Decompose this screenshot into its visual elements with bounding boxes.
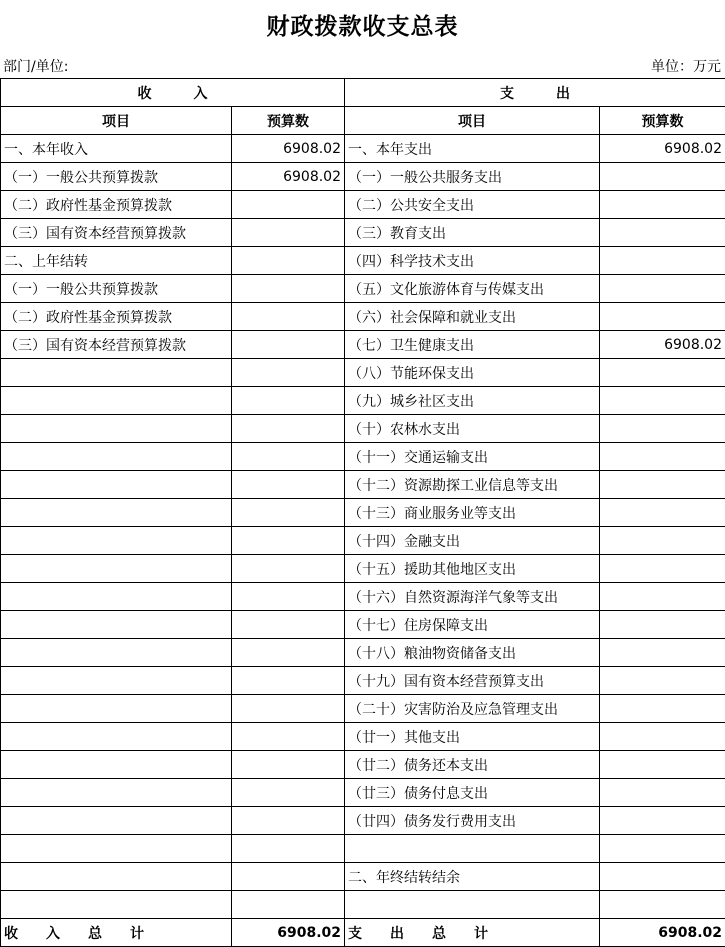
expense-budget-cell: 6908.02 — [600, 331, 725, 359]
income-item-cell — [1, 415, 232, 443]
income-budget-cell — [232, 807, 345, 835]
income-item-cell — [1, 779, 232, 807]
income-budget-cell — [232, 695, 345, 723]
expense-item-cell: （十一）交通运输支出 — [345, 443, 600, 471]
table-row — [1, 863, 725, 891]
expense-budget-cell — [600, 471, 725, 499]
income-budget-header: 预算数 — [232, 107, 345, 135]
expense-item-cell: （廿三）债务付息支出 — [345, 779, 600, 807]
expense-item-cell: （三）教育支出 — [345, 219, 600, 247]
expense-budget-cell — [600, 219, 725, 247]
income-budget-cell — [232, 667, 345, 695]
income-budget-cell — [232, 639, 345, 667]
income-item-cell: （三）国有资本经营预算拨款 — [1, 219, 232, 247]
expense-item-cell: （七）卫生健康支出 — [345, 331, 600, 359]
income-item-cell — [1, 695, 232, 723]
table-row — [1, 891, 725, 919]
table-row — [1, 835, 725, 863]
expense-budget-cell — [600, 415, 725, 443]
income-budget-cell — [232, 471, 345, 499]
expense-item-cell — [345, 891, 600, 919]
expense-item-cell: （十四）金融支出 — [345, 527, 600, 555]
income-budget-cell — [232, 863, 345, 891]
income-item-cell — [1, 667, 232, 695]
table-row — [1, 303, 725, 331]
expense-budget-cell — [600, 667, 725, 695]
section-header-row — [1, 79, 725, 107]
income-item-cell: 二、上年结转 — [1, 247, 232, 275]
page-title: 财政拨款收支总表 — [266, 13, 459, 40]
expense-item-cell — [345, 835, 600, 863]
expense-item-cell: （十八）粮油物资储备支出 — [345, 639, 600, 667]
expense-budget-cell — [600, 443, 725, 471]
income-item-header: 项目 — [1, 107, 232, 135]
income-budget-cell — [232, 779, 345, 807]
expense-item-cell: （十）农林水支出 — [345, 415, 600, 443]
income-item-cell — [1, 723, 232, 751]
expense-item-cell: 一、本年支出 — [345, 135, 600, 163]
income-item-cell — [1, 583, 232, 611]
expense-budget-cell — [600, 191, 725, 219]
expense-total-value: 6908.02 — [600, 919, 725, 947]
income-item-cell — [1, 891, 232, 919]
income-item-cell: （二）政府性基金预算拨款 — [1, 303, 232, 331]
table-row — [1, 527, 725, 555]
expense-budget-cell — [600, 695, 725, 723]
income-budget-cell — [232, 275, 345, 303]
income-total-label: 收 入 总 计 — [1, 919, 232, 947]
table-row — [1, 135, 725, 163]
expense-item-cell: （一）一般公共服务支出 — [345, 163, 600, 191]
expense-item-cell: （十二）资源勘探工业信息等支出 — [345, 471, 600, 499]
income-budget-cell — [232, 219, 345, 247]
expense-budget-cell — [600, 807, 725, 835]
expense-budget-cell — [600, 863, 725, 891]
expense-item-cell: （廿一）其他支出 — [345, 723, 600, 751]
expense-item-cell: （廿四）债务发行费用支出 — [345, 807, 600, 835]
table-row — [1, 275, 725, 303]
expense-budget-cell — [600, 303, 725, 331]
expense-budget-cell — [600, 527, 725, 555]
table-row — [1, 163, 725, 191]
expense-item-cell: （六）社会保障和就业支出 — [345, 303, 600, 331]
income-section-header: 收 入 — [1, 79, 345, 107]
income-budget-cell — [232, 331, 345, 359]
expense-item-cell: （十九）国有资本经营预算支出 — [345, 667, 600, 695]
expense-budget-cell — [600, 835, 725, 863]
income-budget-cell — [232, 499, 345, 527]
income-budget-cell — [232, 303, 345, 331]
income-item-cell — [1, 555, 232, 583]
income-item-cell — [1, 387, 232, 415]
expense-item-cell: （二）公共安全支出 — [345, 191, 600, 219]
table-row — [1, 415, 725, 443]
expense-item-cell: （四）科学技术支出 — [345, 247, 600, 275]
expense-budget-cell — [600, 163, 725, 191]
income-total-value: 6908.02 — [232, 919, 345, 947]
expense-budget-cell — [600, 639, 725, 667]
expense-item-cell: （九）城乡社区支出 — [345, 387, 600, 415]
income-budget-cell — [232, 191, 345, 219]
expense-item-cell: （廿二）债务还本支出 — [345, 751, 600, 779]
income-budget-cell — [232, 247, 345, 275]
income-item-cell: 一、本年收入 — [1, 135, 232, 163]
expense-item-cell: （十三）商业服务业等支出 — [345, 499, 600, 527]
income-item-cell — [1, 611, 232, 639]
unit-label: 单位：万元 — [651, 59, 721, 75]
expense-budget-cell — [600, 583, 725, 611]
expense-budget-cell — [600, 891, 725, 919]
expense-budget-cell — [600, 779, 725, 807]
table-row — [1, 723, 725, 751]
table-row — [1, 779, 725, 807]
income-item-cell — [1, 443, 232, 471]
income-item-cell: （一）一般公共预算拨款 — [1, 275, 232, 303]
expense-total-label: 支 出 总 计 — [345, 919, 600, 947]
table-row — [1, 611, 725, 639]
column-header-row — [1, 107, 725, 135]
table-row — [1, 247, 725, 275]
table-row — [1, 583, 725, 611]
expense-item-header: 项目 — [345, 107, 600, 135]
table-row — [1, 639, 725, 667]
income-budget-cell — [232, 387, 345, 415]
expense-item-cell: （十六）自然资源海洋气象等支出 — [345, 583, 600, 611]
total-row — [1, 919, 725, 947]
table-row — [1, 443, 725, 471]
income-item-cell — [1, 527, 232, 555]
table-row — [1, 331, 725, 359]
expense-budget-cell — [600, 499, 725, 527]
budget-table — [0, 78, 725, 947]
income-item-cell — [1, 835, 232, 863]
income-budget-cell — [232, 555, 345, 583]
table-row — [1, 499, 725, 527]
expense-section-header: 支 出 — [345, 79, 725, 107]
income-budget-cell — [232, 891, 345, 919]
expense-item-cell: 二、年终结转结余 — [345, 863, 600, 891]
income-budget-cell — [232, 443, 345, 471]
income-item-cell — [1, 751, 232, 779]
table-row — [1, 191, 725, 219]
department-label: 部门/单位: — [3, 59, 69, 75]
expense-item-cell: （十五）援助其他地区支出 — [345, 555, 600, 583]
expense-budget-header: 预算数 — [600, 107, 725, 135]
income-item-cell — [1, 359, 232, 387]
table-row — [1, 471, 725, 499]
expense-budget-cell — [600, 751, 725, 779]
income-budget-cell — [232, 415, 345, 443]
expense-item-cell: （十七）住房保障支出 — [345, 611, 600, 639]
table-row — [1, 751, 725, 779]
income-budget-cell — [232, 359, 345, 387]
expense-budget-cell — [600, 275, 725, 303]
expense-item-cell: （二十）灾害防治及应急管理支出 — [345, 695, 600, 723]
expense-budget-cell — [600, 247, 725, 275]
income-item-cell — [1, 499, 232, 527]
expense-budget-cell — [600, 359, 725, 387]
table-row — [1, 807, 725, 835]
expense-budget-cell — [600, 611, 725, 639]
income-budget-cell — [232, 751, 345, 779]
income-budget-cell — [232, 527, 345, 555]
expense-budget-cell: 6908.02 — [600, 135, 725, 163]
table-row — [1, 219, 725, 247]
expense-budget-cell — [600, 555, 725, 583]
income-item-cell: （二）政府性基金预算拨款 — [1, 191, 232, 219]
income-item-cell: （三）国有资本经营预算拨款 — [1, 331, 232, 359]
income-budget-cell — [232, 583, 345, 611]
table-row — [1, 387, 725, 415]
income-item-cell: （一）一般公共预算拨款 — [1, 163, 232, 191]
table-row — [1, 667, 725, 695]
income-budget-cell — [232, 723, 345, 751]
income-item-cell — [1, 639, 232, 667]
income-item-cell — [1, 471, 232, 499]
income-item-cell — [1, 807, 232, 835]
table-row — [1, 555, 725, 583]
expense-item-cell: （五）文化旅游体育与传媒支出 — [345, 275, 600, 303]
income-budget-cell — [232, 611, 345, 639]
income-item-cell — [1, 863, 232, 891]
expense-item-cell: （八）节能环保支出 — [345, 359, 600, 387]
income-budget-cell: 6908.02 — [232, 163, 345, 191]
table-row — [1, 695, 725, 723]
income-budget-cell — [232, 835, 345, 863]
expense-budget-cell — [600, 387, 725, 415]
expense-budget-cell — [600, 723, 725, 751]
income-budget-cell: 6908.02 — [232, 135, 345, 163]
table-row — [1, 359, 725, 387]
